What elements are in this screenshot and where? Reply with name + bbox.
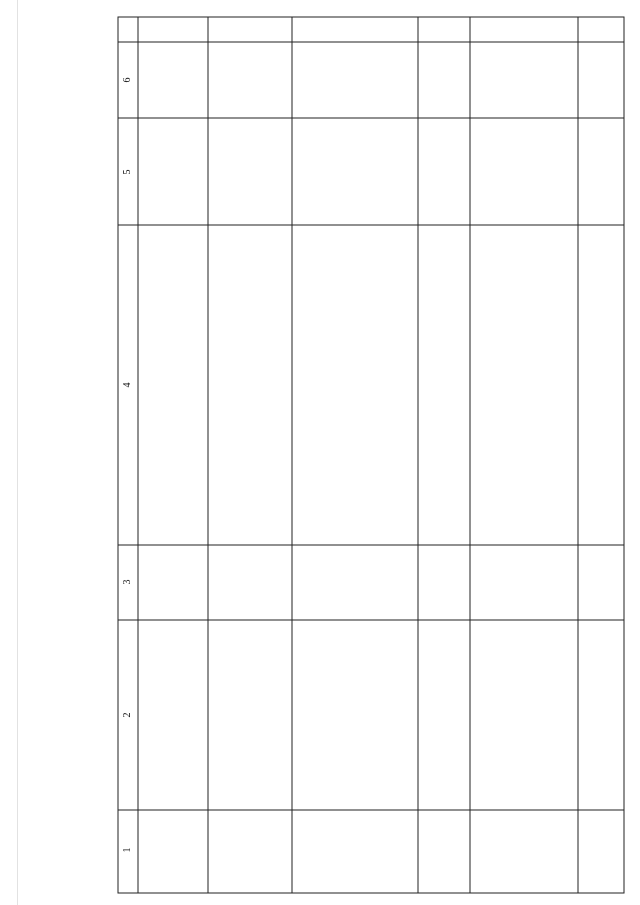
header-col-2: 2 [122, 712, 133, 718]
section-banner [242, 255, 258, 655]
table-cell [593, 0, 609, 280]
section-banner [436, 255, 452, 655]
table-cell [165, 0, 181, 280]
header-col-4: 4 [122, 382, 133, 388]
table-cell [347, 0, 363, 280]
header-col-6: 6 [122, 77, 133, 83]
header-col-1: 1 [122, 847, 133, 853]
table-cell [516, 0, 532, 280]
header-col-5: 5 [122, 169, 133, 175]
header-col-3: 3 [122, 579, 133, 585]
